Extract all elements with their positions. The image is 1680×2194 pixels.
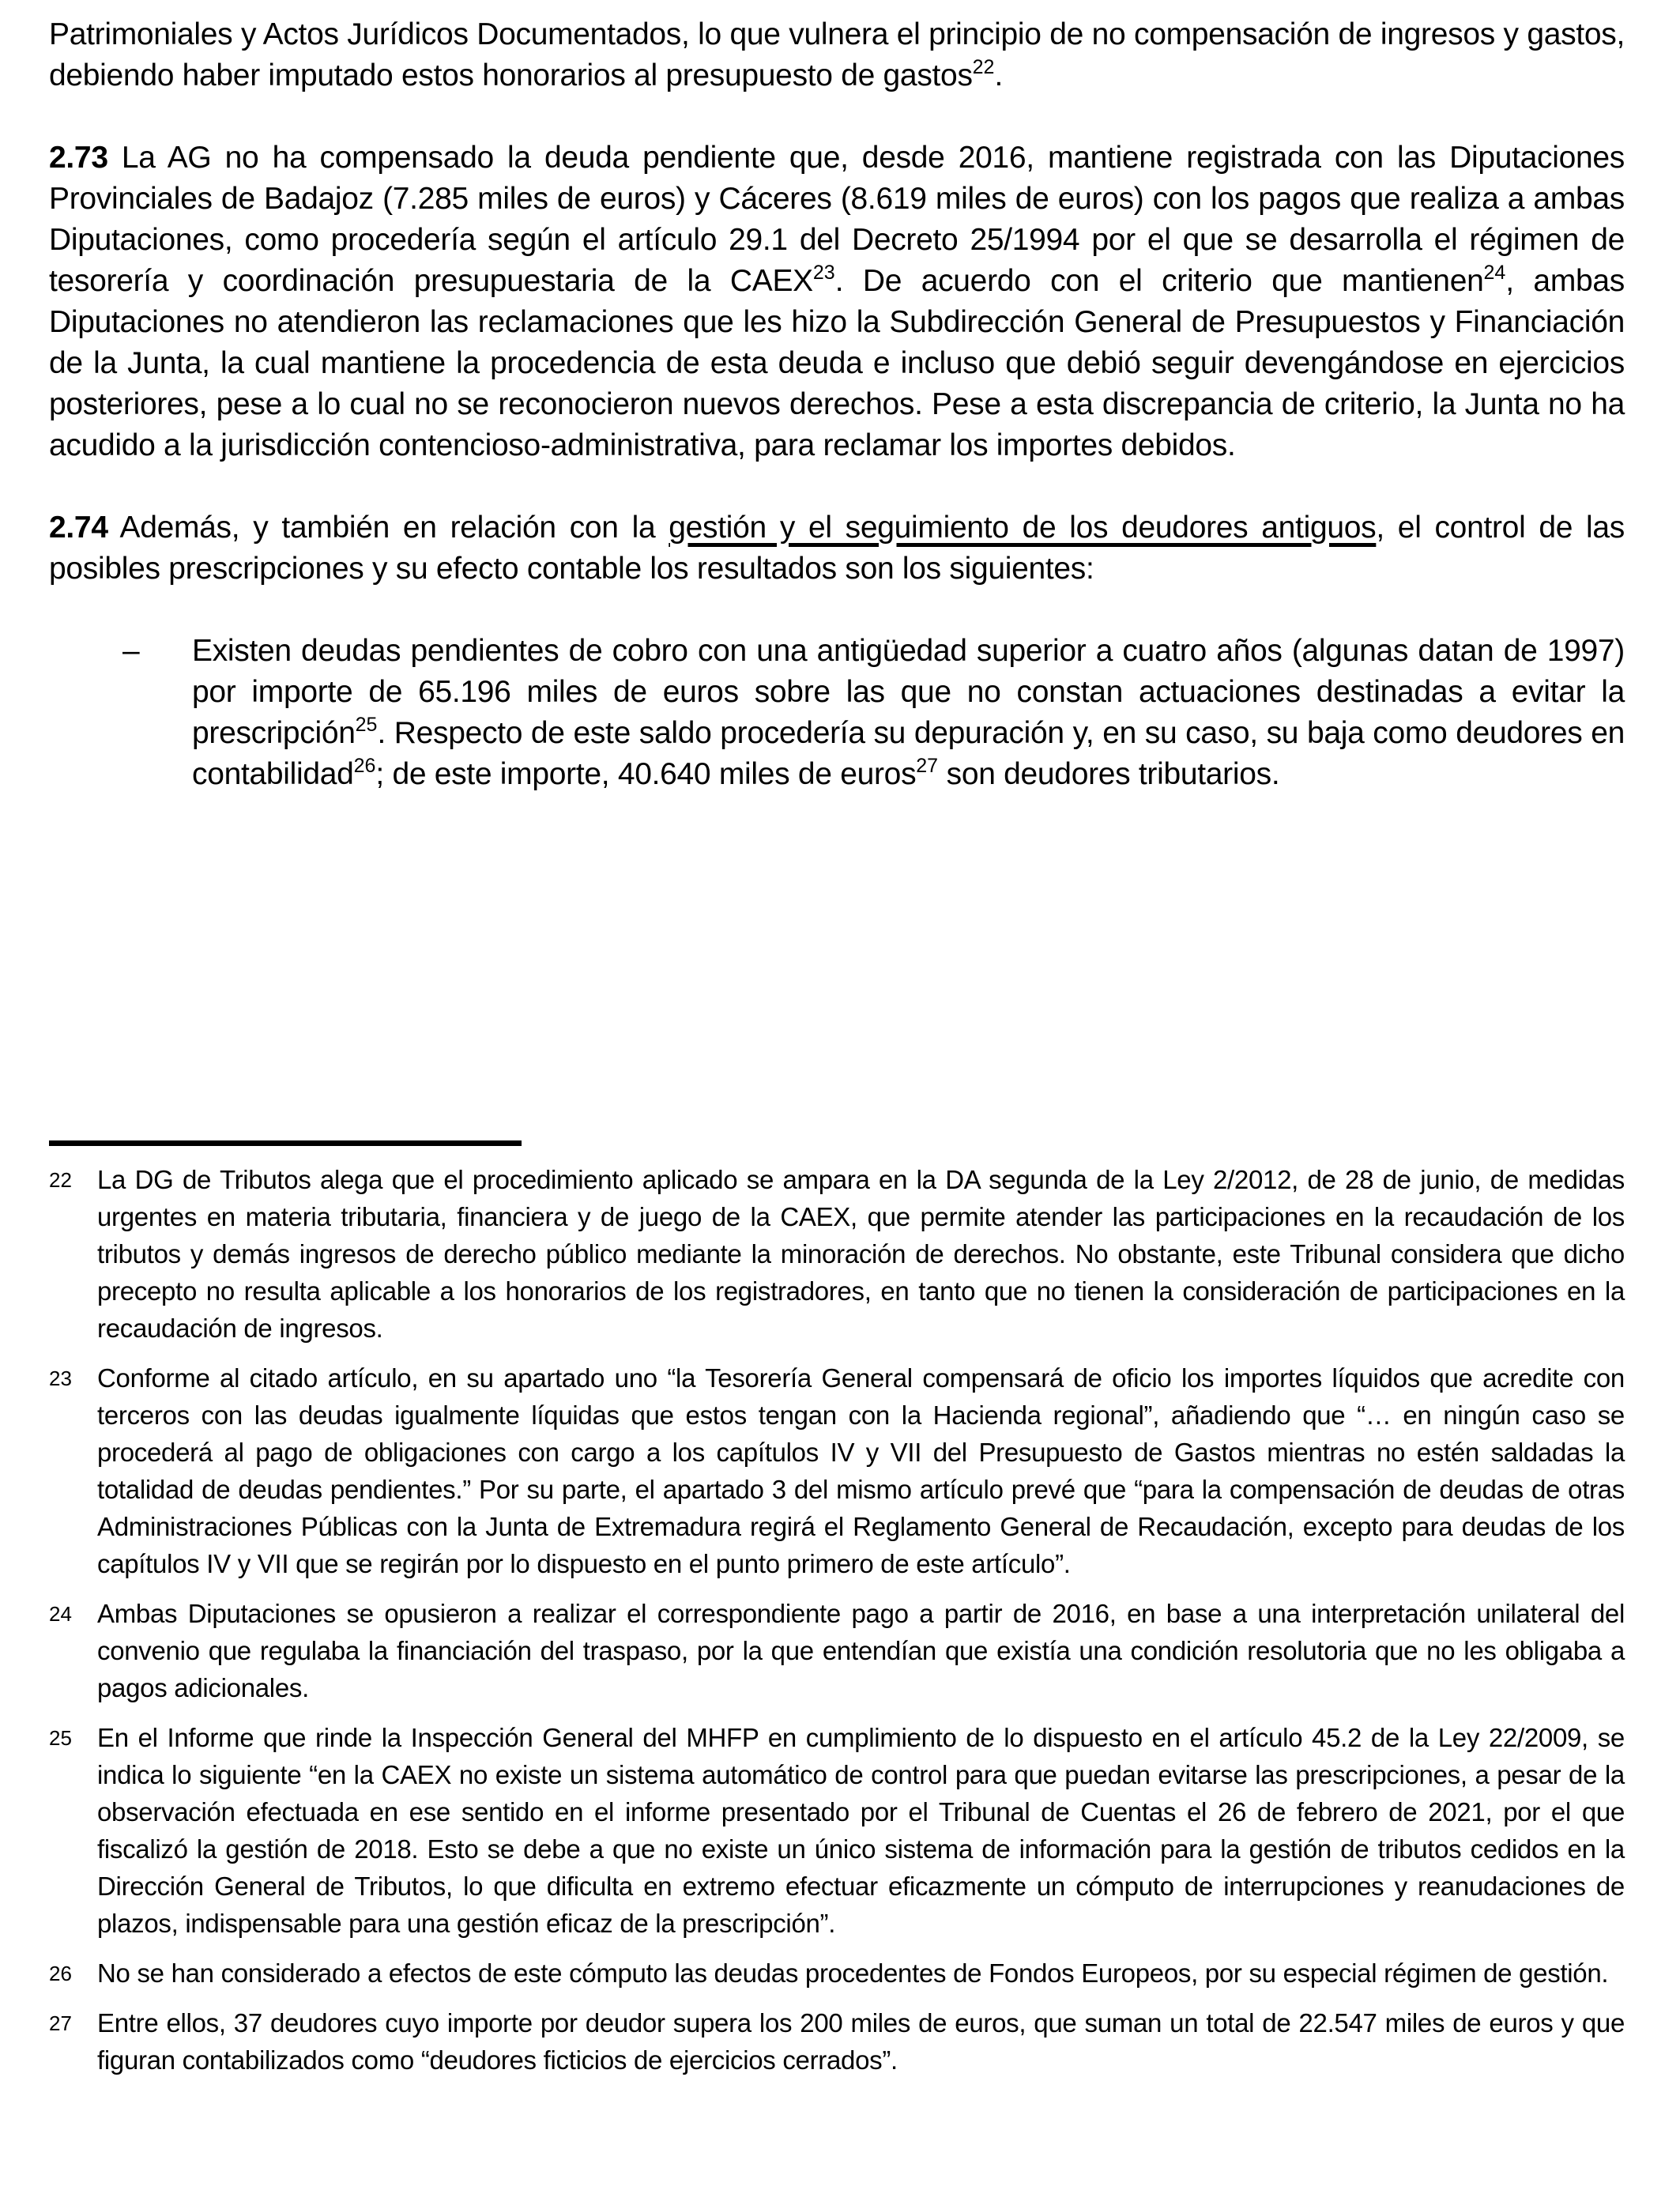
footnote-24 <box>49 1595 1625 1706</box>
footnote-separator <box>49 1140 522 1146</box>
bullet-item <box>49 631 1625 795</box>
footnote-22 <box>49 1161 1625 1347</box>
footnote-text: No se han considerado a efectos de este cómputo las deudas procedentes de Fondos Europeos, por su especial régimen de gestión. <box>97 1958 1609 1988</box>
paragraph-text: , ambas Diputaciones no atendieron las reclamaciones que les hizo la Subdirección General de Presupuestos y Financiación de la Junta, la cual mantiene la procedencia de esta deuda e incluso que debió seguir devengándose en ejercicios posteriores, pese a lo cual no se reconocieron nuevos derechos. Pese a esta discrepancia de criterio, la Junta no ha acudido a la jurisdicción contencioso-administrativa, para reclamar los importes debidos. <box>49 264 1625 462</box>
paragraph-number: 2.74 <box>49 511 108 545</box>
paragraph-text: Existen deudas pendientes de cobro con una antigüedad superior a cuatro años (algunas datan de 1997) por importe de 65.196 miles de euros sobre las que no constan actuaciones destinadas a evitar la prescripción <box>192 634 1625 750</box>
footnote-text: Entre ellos, 37 deudores cuyo importe por deudor supera los 200 miles de euros, que suman un total de 22.547 miles de euros y que figuran contabilizados como “deudores ficticios de ejercicios cerrados”. <box>97 2008 1625 2075</box>
footnote-23 <box>49 1359 1625 1582</box>
paragraph-2-74 <box>49 507 1625 590</box>
paragraph-text: . De acuerdo con el criterio que mantienen <box>834 264 1484 298</box>
footnote-ref-25: 25 <box>355 714 378 736</box>
bullet-paragraph <box>192 631 1625 795</box>
footnote-text: Ambas Diputaciones se opusieron a realizar el correspondiente pago a partir de 2016, en base a una interpretación unilateral del convenio que regulaba la financiación del traspaso, por la que entendían que existía una condición resolutoria que no les obligaba a pagos adicionales. <box>97 1599 1625 1702</box>
paragraph-text: Patrimoniales y Actos Jurídicos Documentados, lo que vulnera el principio de no compensación de ingresos y gastos, debiendo haber imputado estos honorarios al presupuesto de gastos <box>49 17 1625 92</box>
paragraph-text: Además, y también en relación con la <box>107 511 669 545</box>
footnote-26 <box>49 1955 1625 1992</box>
footnote-number: 27 <box>49 2011 72 2035</box>
footnote-25 <box>49 1719 1625 1942</box>
footnote-ref-23: 23 <box>812 262 835 284</box>
footnote-ref-24: 24 <box>1483 262 1506 284</box>
footnote-text: Conforme al citado artículo, en su apartado uno “la Tesorería General compensará de oficio los importes líquidos que acredite con terceros con las deudas igualmente líquidas que estos tengan con la Hacienda regional”, añadiendo que “… en ningún caso se procederá al pago de obligaciones con cargo a los capítulos IV y VII del Presupuesto de Gastos mientras no estén saldadas la totalidad de deudas pendientes.” Por su parte, el apartado 3 del mismo artículo prevé que “para la compensación de deudas de otras Administraciones Públicas con la Junta de Extremadura regirá el Reglamento General de Recaudación, excepto para deudas de los capítulos IV y VII que se regirán por lo dispuesto en el punto primero de este artículo”. <box>97 1363 1625 1578</box>
footnote-text: En el Informe que rinde la Inspección General del MHFP en cumplimiento de lo dispuesto en el artículo 45.2 de la Ley 22/2009, se indica lo siguiente “en la CAEX no existe un sistema automático de control para que puedan evitarse las prescripciones, a pesar de la observación efectuada en ese sentido en el informe presentado por el Tribunal de Cuentas el 26 de febrero de 2021, por el que fiscalizó la gestión de 2018. Esto se debe a que no existe un único sistema de información para la gestión de tributos cedidos en la Dirección General de Tributos, lo que dificulta en extremo efectuar eficazmente un cómputo de interrupciones y reanudaciones de plazos, indispensable para una gestión eficaz de la prescripción”. <box>97 1723 1625 1938</box>
footnote-number: 23 <box>49 1367 72 1390</box>
paragraph-text: La AG no ha compensado la deuda pendiente que, desde 2016, mantiene registrada con las Diputaciones Provinciales de Badajoz (7.285 miles de euros) y Cáceres (8.619 miles de euros) con los pagos que realiza a ambas Diputaciones, como procedería según el artículo 29.1 del Decreto 25/1994 por el que se desarrolla el régimen de tesorería y coordinación presupuestaria de la CAEX <box>49 141 1625 298</box>
footnotes-section <box>49 1140 1625 2079</box>
paragraph-text: , el control de las posibles prescripciones y su efecto contable los resultados son los siguientes: <box>49 511 1625 586</box>
paragraph-text: . <box>994 58 1004 92</box>
footnote-27 <box>49 2004 1625 2079</box>
footnote-text: La DG de Tributos alega que el procedimiento aplicado se ampara en la DA segunda de la Ley 2/2012, de 28 de junio, de medidas urgentes en materia tributaria, financiera y de juego de la CAEX, que permite atender las participaciones en la recaudación de los tributos y demás ingresos de derecho público mediante la minoración de derechos. No obstante, este Tribunal considera que dicho precepto no resulta aplicable a los honorarios de los registradores, en tanto que no tienen la consideración de participaciones en la recaudación de ingresos. <box>97 1165 1625 1343</box>
paragraph-intro <box>49 14 1625 96</box>
footnote-number: 25 <box>49 1726 72 1750</box>
footnote-number: 24 <box>49 1602 72 1626</box>
paragraph-2-73 <box>49 138 1625 466</box>
footnote-ref-27: 27 <box>916 755 939 777</box>
bullet-dash: – <box>122 634 140 668</box>
paragraph-text: . Respecto de este saldo procedería su depuración y, en su caso, su baja como deudores en contabilidad <box>192 716 1625 791</box>
footnote-ref-26: 26 <box>353 755 376 777</box>
paragraph-text: son deudores tributarios. <box>938 757 1280 791</box>
footnote-number: 22 <box>49 1168 72 1192</box>
paragraph-text: ; de este importe, 40.640 miles de euros <box>375 757 917 791</box>
underlined-phrase: gestión y el seguimiento de los deudores antiguos <box>669 511 1377 545</box>
footnote-ref-22: 22 <box>972 56 995 78</box>
footnote-number: 26 <box>49 1962 72 1985</box>
paragraph-number: 2.73 <box>49 141 108 175</box>
